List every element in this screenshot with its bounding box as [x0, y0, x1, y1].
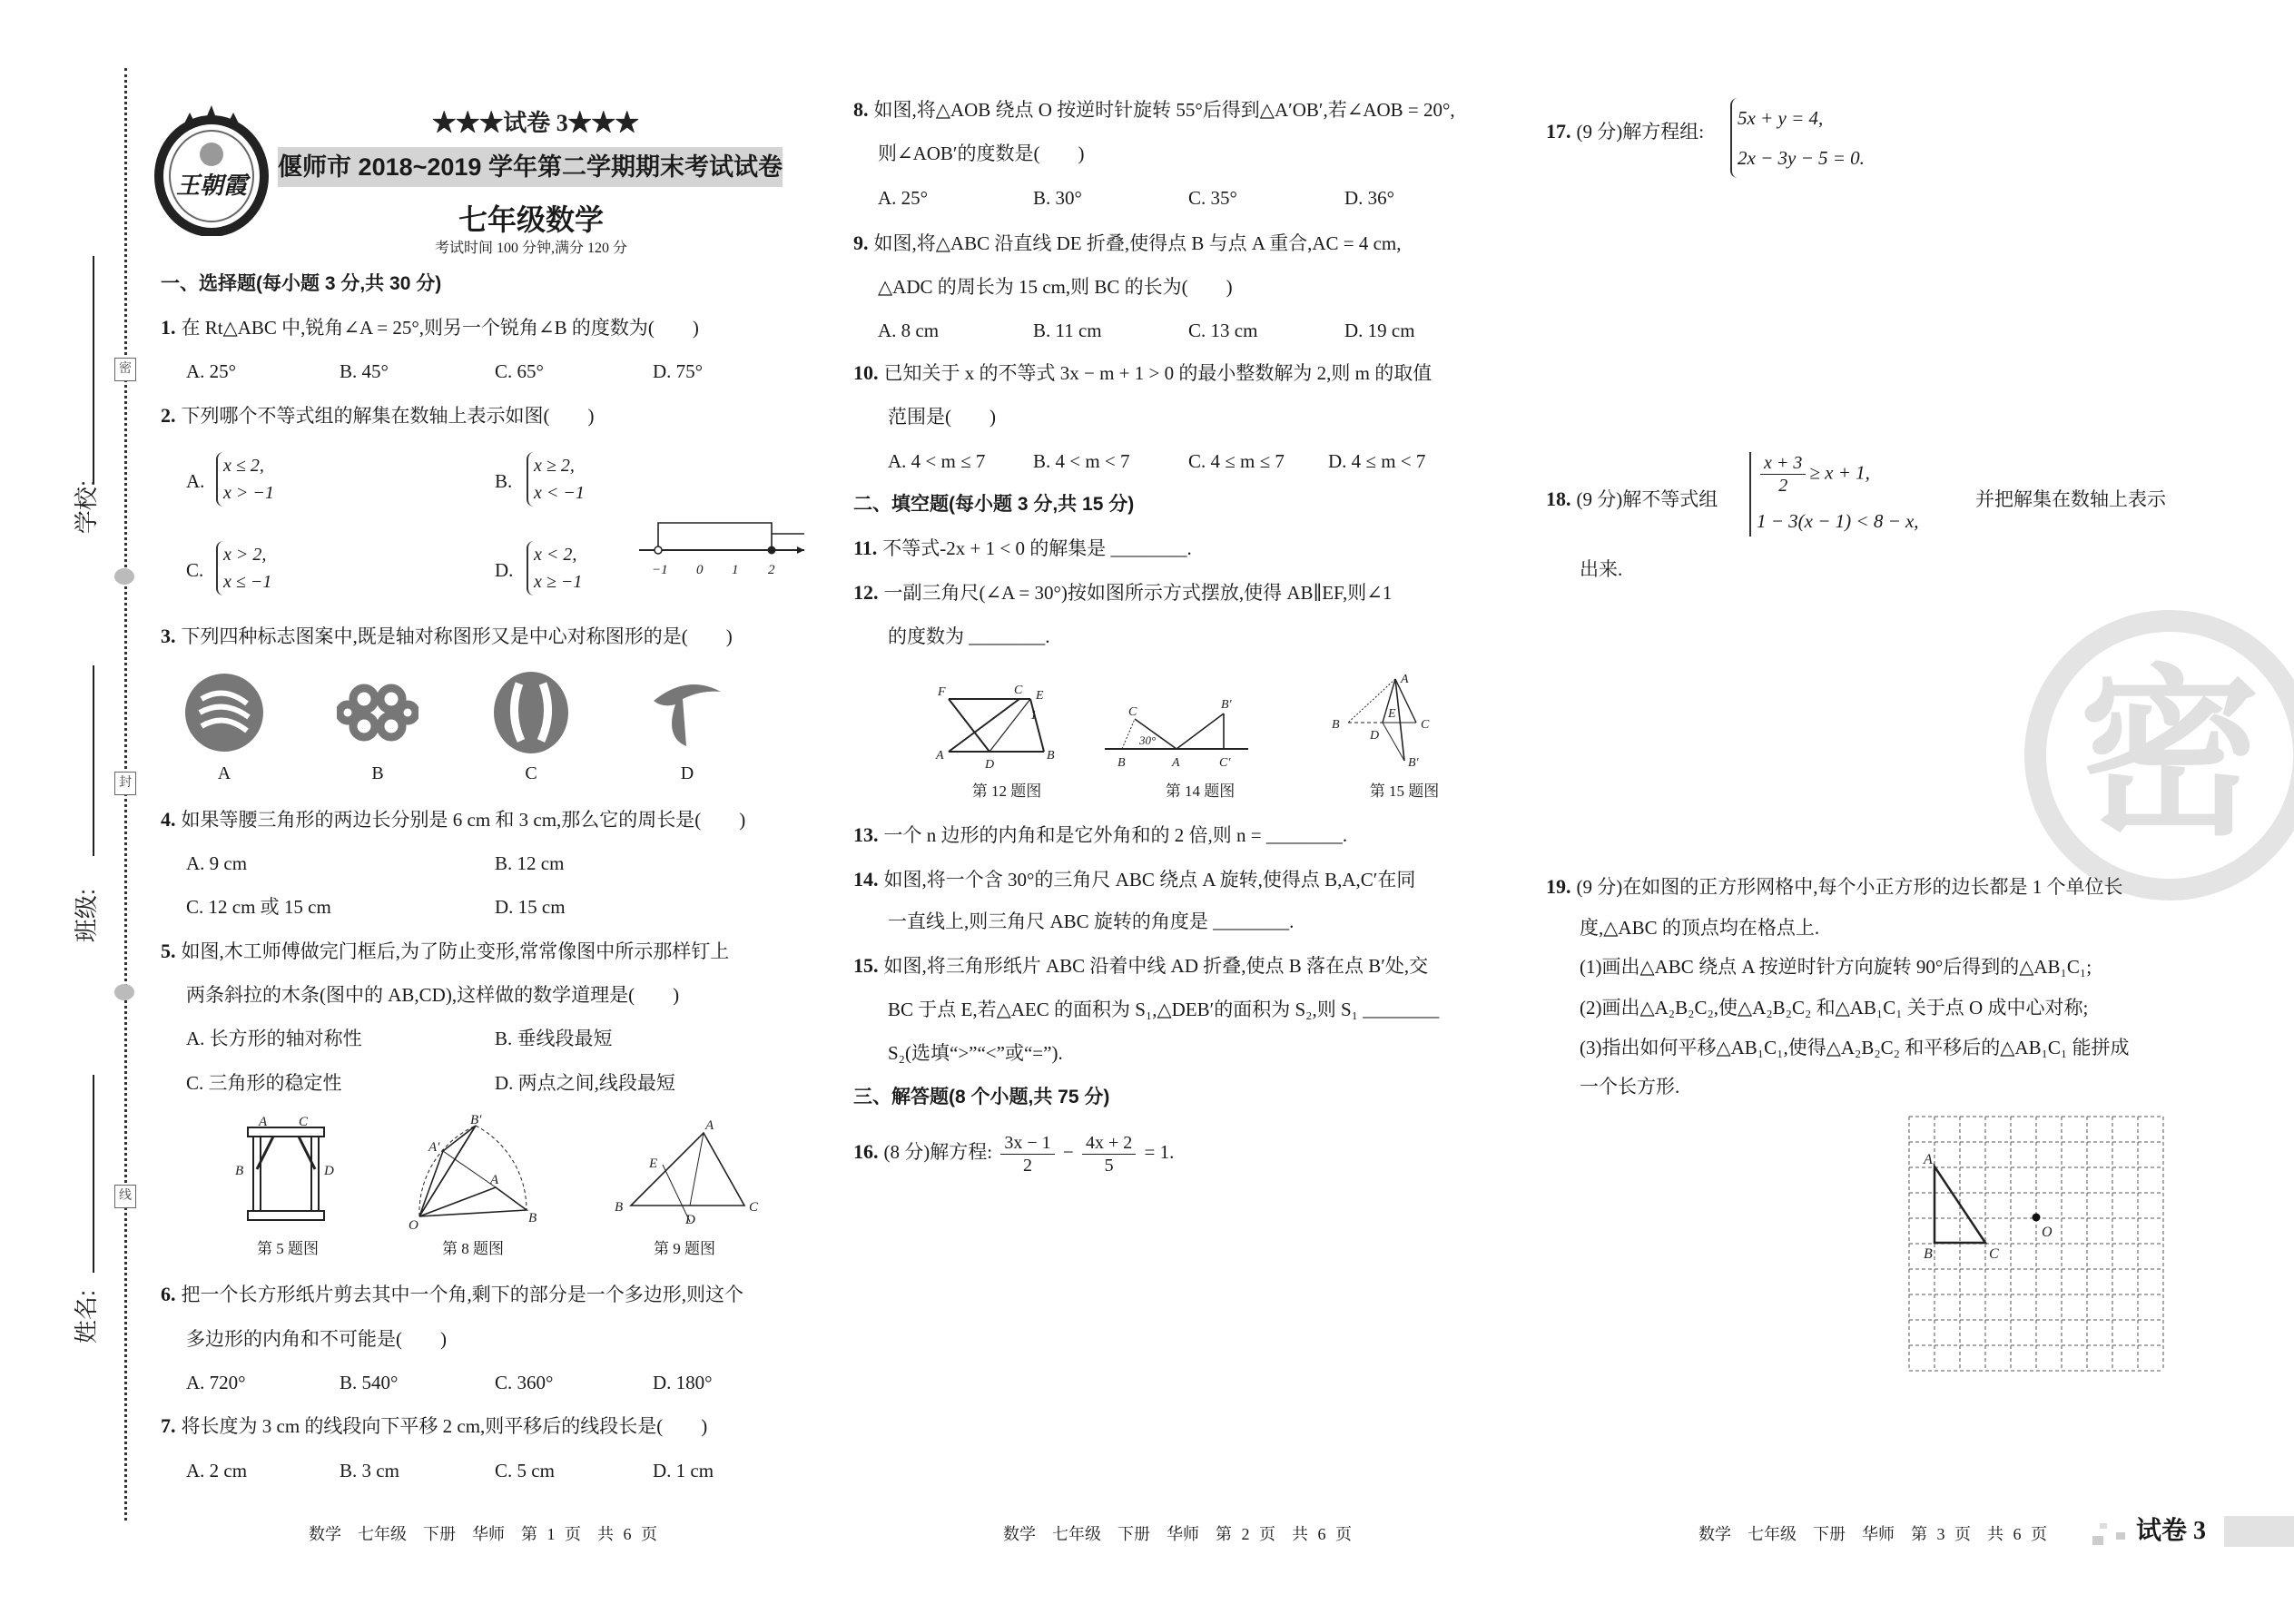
inequality-1-rhs: ≥ x + 1, [1809, 461, 1870, 484]
option-a: A. 720° [186, 1372, 246, 1393]
option-c: C. 35° [1188, 187, 1237, 209]
question-stem: 如图,木工师傅做完门框后,为了防止变形,常常像图中所示那样钉上 [181, 940, 730, 962]
inequality-2: 1 − 3(x − 1) < 8 − x, [1757, 510, 1919, 532]
point-label: A [705, 1118, 714, 1133]
figure-8-rotation [407, 1115, 547, 1233]
sub-question-1: (1)画出△ABC 绕点 A 按逆时针方向旋转 90°后得到的△AB₁C₁; [1580, 956, 2092, 978]
logo-label-c: C [525, 763, 537, 783]
option-a: A. 长方形的轴对称性 [186, 1028, 362, 1049]
class-underline [93, 665, 94, 856]
option-d: D. 180° [653, 1372, 713, 1393]
option-d: D. 4 ≤ m < 7 [1328, 450, 1426, 472]
option-d: D. 19 cm [1344, 320, 1415, 341]
question-stem: (9 分)在如图的正方形网格中,每个小正方形的边长都是 1 个单位长 [1576, 876, 2123, 898]
point-label: A [1924, 1152, 1933, 1167]
point-label: B [1117, 756, 1126, 769]
point-label: E [1036, 689, 1044, 703]
point-label: B [1924, 1246, 1933, 1262]
question-stem-cont: 则∠AOB′的度数是( ) [878, 143, 1085, 164]
exam-tag [2092, 1516, 2294, 1547]
school-label: 学校: [73, 479, 101, 535]
point-label: C [1128, 705, 1137, 719]
option-c: C. 65° [495, 360, 544, 382]
question-stem-cont: 出来. [1580, 558, 1623, 580]
option-b: B. 3 cm [340, 1460, 399, 1481]
angle-label: 30° [1139, 733, 1157, 747]
question-number: 8. [853, 98, 869, 121]
question-stem: (8 分)解方程: [883, 1141, 993, 1163]
footer-page-1: 数学 七年级 下册 华师 第 1 页 共 6 页 [309, 1525, 657, 1543]
denominator: 5 [1104, 1155, 1114, 1176]
point-label: D [1370, 729, 1380, 743]
option-c: C. 4 ≤ m ≤ 7 [1188, 450, 1285, 472]
point-o [2033, 1214, 2041, 1222]
numerator: 3x − 1 [1000, 1132, 1054, 1155]
seal-ornament-icon [114, 568, 134, 585]
publisher-logo [153, 102, 270, 236]
option-b: B. 30° [1033, 187, 1082, 209]
inequality-1: x ≥ 2, [534, 456, 575, 476]
operator: − [1062, 1141, 1074, 1163]
equation-system [1730, 98, 1865, 178]
equation-2: 2x − 3y − 5 = 0. [1738, 147, 1865, 169]
bank-logo-icon [492, 670, 570, 755]
equation-1: 5x + y = 4, [1738, 107, 1824, 129]
point-label: C′ [1219, 756, 1231, 769]
option-c: C. 5 cm [495, 1460, 555, 1481]
watermark-text: 密 [2078, 654, 2260, 856]
numerator: x + 3 [1760, 452, 1806, 475]
class-label: 班级: [73, 888, 101, 943]
question-number: 3. [161, 625, 176, 647]
tick-label: −1 [652, 563, 668, 577]
question-stem-cont: 一直线上,则三角尺 ABC 旋转的角度是 ________. [888, 910, 1295, 932]
exam-title: 偃师市 2018~2019 学年第二学期期末考试试卷 [278, 153, 783, 181]
point-label: D [324, 1164, 334, 1178]
point-label: A [936, 749, 944, 763]
section-solve-heading: 三、解答题(8 个小题,共 75 分) [853, 1087, 1110, 1107]
logo-label-b: B [371, 763, 384, 783]
subject-title: 七年级数学 [458, 203, 604, 236]
question-stem: 将长度为 3 cm 的线段向下平移 2 cm,则平移后的线段长是( ) [181, 1415, 708, 1437]
question-number: 2. [161, 404, 176, 427]
inequality-2: x ≥ −1 [534, 572, 583, 592]
option-b-label: B. [495, 470, 513, 492]
point-label: C [1421, 718, 1430, 732]
section-choice-heading: 一、选择题(每小题 3 分,共 30 分) [161, 273, 442, 294]
question-stem-cont: 的度数为 ________. [888, 625, 1050, 647]
point-label: F [938, 685, 946, 699]
figure-9-caption: 第 9 题图 [654, 1240, 715, 1257]
question-number: 14. [853, 868, 879, 891]
figure-5-door-frame [231, 1115, 340, 1233]
point-label: O [409, 1218, 418, 1233]
tick-label: 1 [732, 563, 739, 577]
option-d-system [527, 541, 582, 595]
inequality-1: x < 2, [534, 545, 577, 565]
point-label: A [259, 1115, 268, 1129]
question-number: 19. [1546, 875, 1571, 898]
inequality-1: x ≤ 2, [223, 456, 264, 476]
point-label: C [749, 1200, 759, 1215]
inequality-2: x > −1 [223, 483, 274, 503]
option-d: D. 1 cm [653, 1460, 714, 1481]
question-number: 5. [161, 940, 176, 962]
question-number: 6. [161, 1283, 176, 1305]
question-number: 7. [161, 1414, 176, 1437]
point-label: O [2042, 1225, 2053, 1240]
question-stem: 一个 n 边形的内角和是它外角和的 2 倍,则 n = ________. [883, 824, 1348, 846]
question-stem-cont: 度,△ABC 的顶点均在格点上. [1580, 917, 1820, 939]
seal-feng: 封 [114, 772, 136, 795]
fraction-1 [1000, 1132, 1054, 1176]
square-grid-figure [1902, 1109, 2174, 1382]
question-stem: 已知关于 x 的不等式 3x − m + 1 > 0 的最小整数解为 2,则 m 的取值 [883, 362, 1433, 384]
question-stem-cont: S₂(选填“>”“<”或“=”). [888, 1042, 1063, 1064]
question-number: 12. [853, 581, 879, 604]
section-fill-heading: 二、填空题(每小题 3 分,共 15 分) [853, 494, 1135, 515]
question-13 [853, 820, 1347, 851]
option-c-label: C. [186, 559, 204, 581]
point-label: B [1047, 749, 1055, 763]
question-number: 16. [853, 1140, 879, 1163]
figure-12-caption: 第 12 题图 [971, 782, 1042, 800]
option-d-label: D. [495, 559, 514, 581]
question-16 [853, 1129, 1174, 1176]
point-label: E [1388, 707, 1396, 721]
exam-info: 考试时间 100 分钟,满分 120 分 [434, 241, 627, 256]
point-label: A′ [428, 1140, 440, 1155]
point-label: B [528, 1211, 537, 1225]
figure-9-fold [613, 1115, 767, 1233]
seal-ornament-icon [114, 984, 134, 1000]
tick-label: 0 [696, 563, 704, 577]
point-label: C [299, 1115, 309, 1129]
point-label: B [615, 1200, 624, 1215]
question-number: 18. [1546, 487, 1571, 510]
china-mobile-logo-icon [183, 672, 265, 753]
point-label: D [985, 758, 995, 769]
question-stem-cont: 范围是( ) [888, 406, 996, 428]
option-c-system [216, 541, 271, 595]
point-label: A [490, 1173, 499, 1187]
option-c: C. 13 cm [1188, 320, 1258, 341]
option-a: A. 9 cm [186, 852, 248, 874]
point-label: B′ [1221, 698, 1232, 712]
option-a: A. 25° [186, 360, 237, 382]
point-label: E [649, 1156, 658, 1171]
option-d: D. 75° [653, 360, 704, 382]
figure-8-caption: 第 8 题图 [442, 1240, 504, 1257]
figure-5-caption: 第 5 题图 [257, 1240, 319, 1257]
logo-label-d: D [680, 763, 694, 783]
point-label: C [1989, 1246, 1999, 1262]
tag-decoration [2116, 1532, 2125, 1540]
tick-label: 2 [768, 563, 775, 577]
question-stem-cont: BC 于点 E,若△AEC 的面积为 S₁,△DEB′的面积为 S₂,则 S₁ ________ [888, 999, 1440, 1020]
question-stem-cont: 并把解集在数轴上表示 [1975, 488, 2166, 510]
footer-page-2: 数学 七年级 下册 华师 第 2 页 共 6 页 [1003, 1525, 1352, 1543]
question-number: 10. [853, 361, 879, 384]
numerator: 4x + 2 [1082, 1132, 1136, 1155]
secret-watermark [2024, 610, 2294, 901]
question-number: 13. [853, 823, 879, 846]
option-b: B. 12 cm [495, 852, 565, 874]
point-label: B′ [470, 1115, 482, 1127]
tag-decoration [2100, 1523, 2107, 1529]
point-label: A [1401, 673, 1409, 686]
sub-question-3: (3)指出如何平移△AB₁C₁,使得△A₂B₂C₂ 和平移后的△AB₁C₁ 能拼成 [1580, 1037, 2130, 1058]
question-number: 1. [161, 316, 176, 339]
question-stem: 不等式-2x + 1 < 0 的解集是 ________. [882, 537, 1192, 559]
question-stem: 如图,将三角形纸片 ABC 沿着中线 AD 折叠,使点 B 落在点 B′处,交 [883, 955, 1429, 977]
tag-text: 试卷 3 [2136, 1517, 2207, 1545]
sub-question-2: (2)画出△A₂B₂C₂,使△A₂B₂C₂ 和△AB₁C₁ 关于点 O 成中心对称; [1580, 997, 2089, 1019]
footer-page-3: 数学 七年级 下册 华师 第 3 页 共 6 页 [1698, 1525, 2047, 1543]
figure-15-caption: 第 15 题图 [1369, 782, 1440, 800]
question-stem: 在 Rt△ABC 中,锐角∠A = 25°,则另一个锐角∠B 的度数为( ) [181, 317, 699, 339]
option-b: B. 45° [340, 360, 389, 382]
question-stem: 如图,将△AOB 绕点 O 按逆时针旋转 55°后得到△A′OB′,若∠AOB = 20°, [873, 99, 1455, 121]
question-stem: 下列四种标志图案中,既是轴对称图形又是中心对称图形的是( ) [181, 625, 733, 647]
inequality-1: x > 2, [223, 545, 267, 565]
inequality-system [1749, 452, 1919, 536]
inequality-2: x < −1 [534, 483, 585, 503]
tag-bar [2224, 1516, 2294, 1547]
option-b-system [527, 452, 585, 507]
option-c: C. 三角形的稳定性 [186, 1072, 342, 1094]
question-stem: (9 分)解不等式组 [1576, 488, 1718, 510]
question-stem-cont: 两条斜拉的木条(图中的 AB,CD),这样做的数学道理是( ) [186, 984, 680, 1006]
option-c: C. 360° [495, 1372, 554, 1393]
question-stem: 把一个长方形纸片剪去其中一个角,剩下的部分是一个多边形,则这个 [181, 1284, 743, 1305]
point-label: D [685, 1213, 695, 1227]
option-a-label: A. [186, 470, 205, 492]
option-d: D. 36° [1344, 187, 1395, 209]
name-label: 姓名: [73, 1289, 101, 1344]
option-a-system [216, 452, 274, 507]
inequality-1 [1757, 452, 1919, 497]
option-d: D. 两点之间,线段最短 [495, 1072, 675, 1094]
option-b: B. 垂线段最短 [495, 1028, 613, 1049]
equation-tail: = 1. [1144, 1141, 1175, 1163]
question-number: 9. [853, 231, 869, 254]
denominator: 2 [1778, 476, 1788, 496]
figure-15-fold [1330, 670, 1466, 770]
option-b: B. 4 < m < 7 [1033, 450, 1130, 472]
seal-mi: 密 [114, 358, 136, 381]
question-11 [853, 533, 1192, 564]
question-stem: (9 分)解方程组: [1576, 121, 1705, 143]
question-stem: 如果等腰三角形的两边长分别是 6 cm 和 3 cm,那么它的周长是( ) [181, 809, 746, 831]
question-stem: 下列哪个不等式组的解集在数轴上表示如图( ) [181, 405, 595, 427]
point-label: B [1332, 718, 1340, 732]
question-stem-cont: △ADC 的周长为 15 cm,则 BC 的长为( ) [878, 276, 1233, 298]
question-stem: 如图,将△ABC 沿直线 DE 折叠,使得点 B 与点 A 重合,AC = 4 cm, [873, 232, 1402, 254]
point-label: C [1014, 684, 1023, 697]
option-b: B. 11 cm [1033, 320, 1102, 341]
figure-14-rotation [1103, 674, 1298, 769]
tag-decoration [2092, 1536, 2103, 1545]
china-unicom-knot-icon [337, 676, 418, 749]
option-a: A. 4 < m ≤ 7 [888, 450, 986, 472]
logo-label-a: A [217, 763, 231, 783]
logo-text: 王朝霞 [175, 172, 247, 199]
seal-xian: 线 [114, 1185, 136, 1208]
point-label: B′ [1408, 756, 1419, 770]
question-stem-cont: 一个长方形. [1580, 1076, 1680, 1097]
option-c: C. 12 cm 或 15 cm [186, 896, 331, 918]
exam-series: ★★★试卷 3★★★ [432, 110, 639, 136]
question-number: 11. [853, 536, 878, 559]
figure-12-triangles [921, 674, 1080, 769]
school-underline [93, 256, 94, 483]
china-telecom-logo-icon [646, 674, 728, 752]
option-d: D. 15 cm [495, 896, 566, 918]
option-a: A. 25° [878, 187, 929, 209]
fraction-2 [1082, 1132, 1136, 1176]
point-label: A [1172, 756, 1180, 769]
denominator: 2 [1022, 1155, 1032, 1176]
question-number: 17. [1546, 120, 1571, 143]
question-stem: 如图,将一个含 30°的三角尺 ABC 绕点 A 旋转,使得点 B,A,C′在同 [883, 869, 1416, 891]
point-label: B [235, 1164, 244, 1178]
number-line-figure [635, 514, 808, 583]
option-a: A. 2 cm [186, 1460, 248, 1481]
option-b: B. 540° [340, 1372, 399, 1393]
name-underline [93, 1075, 94, 1273]
inequality-2: x ≤ −1 [223, 572, 272, 592]
question-stem-cont: 多边形的内角和不可能是( ) [186, 1328, 447, 1350]
figure-14-caption: 第 14 题图 [1165, 782, 1236, 800]
question-number: 15. [853, 954, 879, 977]
option-a: A. 8 cm [878, 320, 940, 341]
angle-label: 1 [1030, 709, 1037, 723]
question-stem: 一副三角尺(∠A = 30°)按如图所示方式摆放,使得 AB∥EF,则∠1 [883, 582, 1393, 604]
question-number: 4. [161, 808, 176, 831]
